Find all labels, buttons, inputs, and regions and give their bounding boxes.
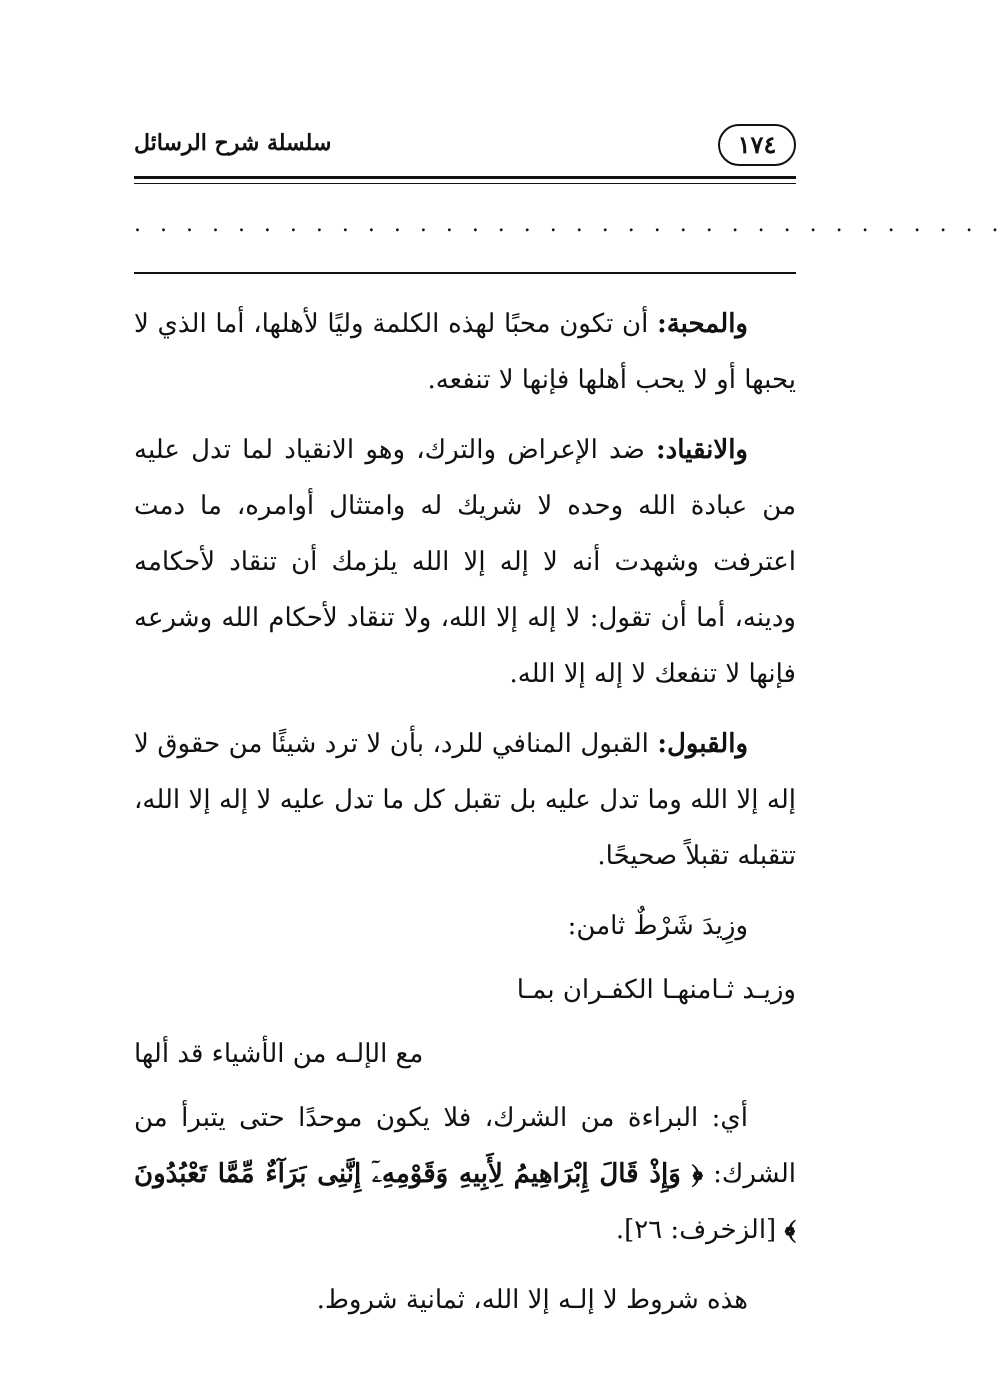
paragraph-disavowal [134, 1090, 796, 1258]
closing-line: هذه شروط لا إلـه إلا الله، ثمانية شروط. [316, 1285, 748, 1315]
page-number: ١٧٤ [718, 124, 796, 166]
quran-verse: ﴿ وَإِذْ قَالَ إِبْرَاهِيمُ لِأَبِيهِ وَقَوْمِهِۦٓ إِنَّنِى بَرَآءٌ مِّمَّا تَعْبُدُونَ ﴾ [134, 1159, 796, 1245]
poem-line-2: مع الإلـه من الأشياء قد ألها [134, 1039, 424, 1069]
page-header [134, 118, 796, 174]
page-body [134, 296, 796, 1342]
term-acceptance: والقبول: [657, 729, 748, 759]
quran-citation: [الزخرف: ٢٦]. [615, 1215, 785, 1245]
header-rule-thick [134, 176, 796, 179]
paragraph-love [134, 296, 796, 408]
text-submission: ضد الإعراض والترك، وهو الانقياد لما تدل عليه من عبادة الله وحده لا شريك له وامتثال أوامره، ما دمت اعترفت وشهدت أنه لا إله إلا الله يلزمك أن تنقاد لأحكامه ودينه، أما أن تقول: لا إله إلا الله، ولا تنقاد لأحكام الله وشرعه فإنها لا تنفعك لا إله إلا الله. [134, 435, 796, 689]
term-submission: والانقياد: [656, 435, 748, 465]
header-rule-thin [134, 183, 796, 184]
text-disavowal: أي: البراءة من الشرك، فلا يكون موحدًا حتى يتبرأ من الشرك: [134, 1103, 797, 1189]
poem-line-1: وزيـد ثـامنهـا الكفـران بمـا [516, 975, 796, 1005]
paragraph-acceptance [134, 716, 796, 884]
text-acceptance: القبول المنافي للرد، بأن لا ترد شيئًا من حقوق لا إله إلا الله وما تدل عليه بل تقبل كل ما تدل عليه لا إله إلا الله، تتقبله تقبلاً صحيحًا. [134, 729, 796, 871]
series-title: سلسلة شرح الرسائل [134, 130, 332, 156]
eighth-condition-intro: وزِيدَ شَرْطٌ ثامن: [567, 911, 748, 941]
section-rule [134, 272, 796, 274]
dotted-separator: . . . . . . . . . . . . . . . . . . . . . . . . . . . . . . . . . . [134, 212, 1005, 237]
paragraph-submission [134, 422, 796, 702]
term-love: والمحبة: [657, 309, 748, 339]
text-love: أن تكون محبًا لهذه الكلمة وليًا لأهلها، أما الذي لا يحبها أو لا يحب أهلها فإنها لا تنفعه. [134, 309, 796, 395]
